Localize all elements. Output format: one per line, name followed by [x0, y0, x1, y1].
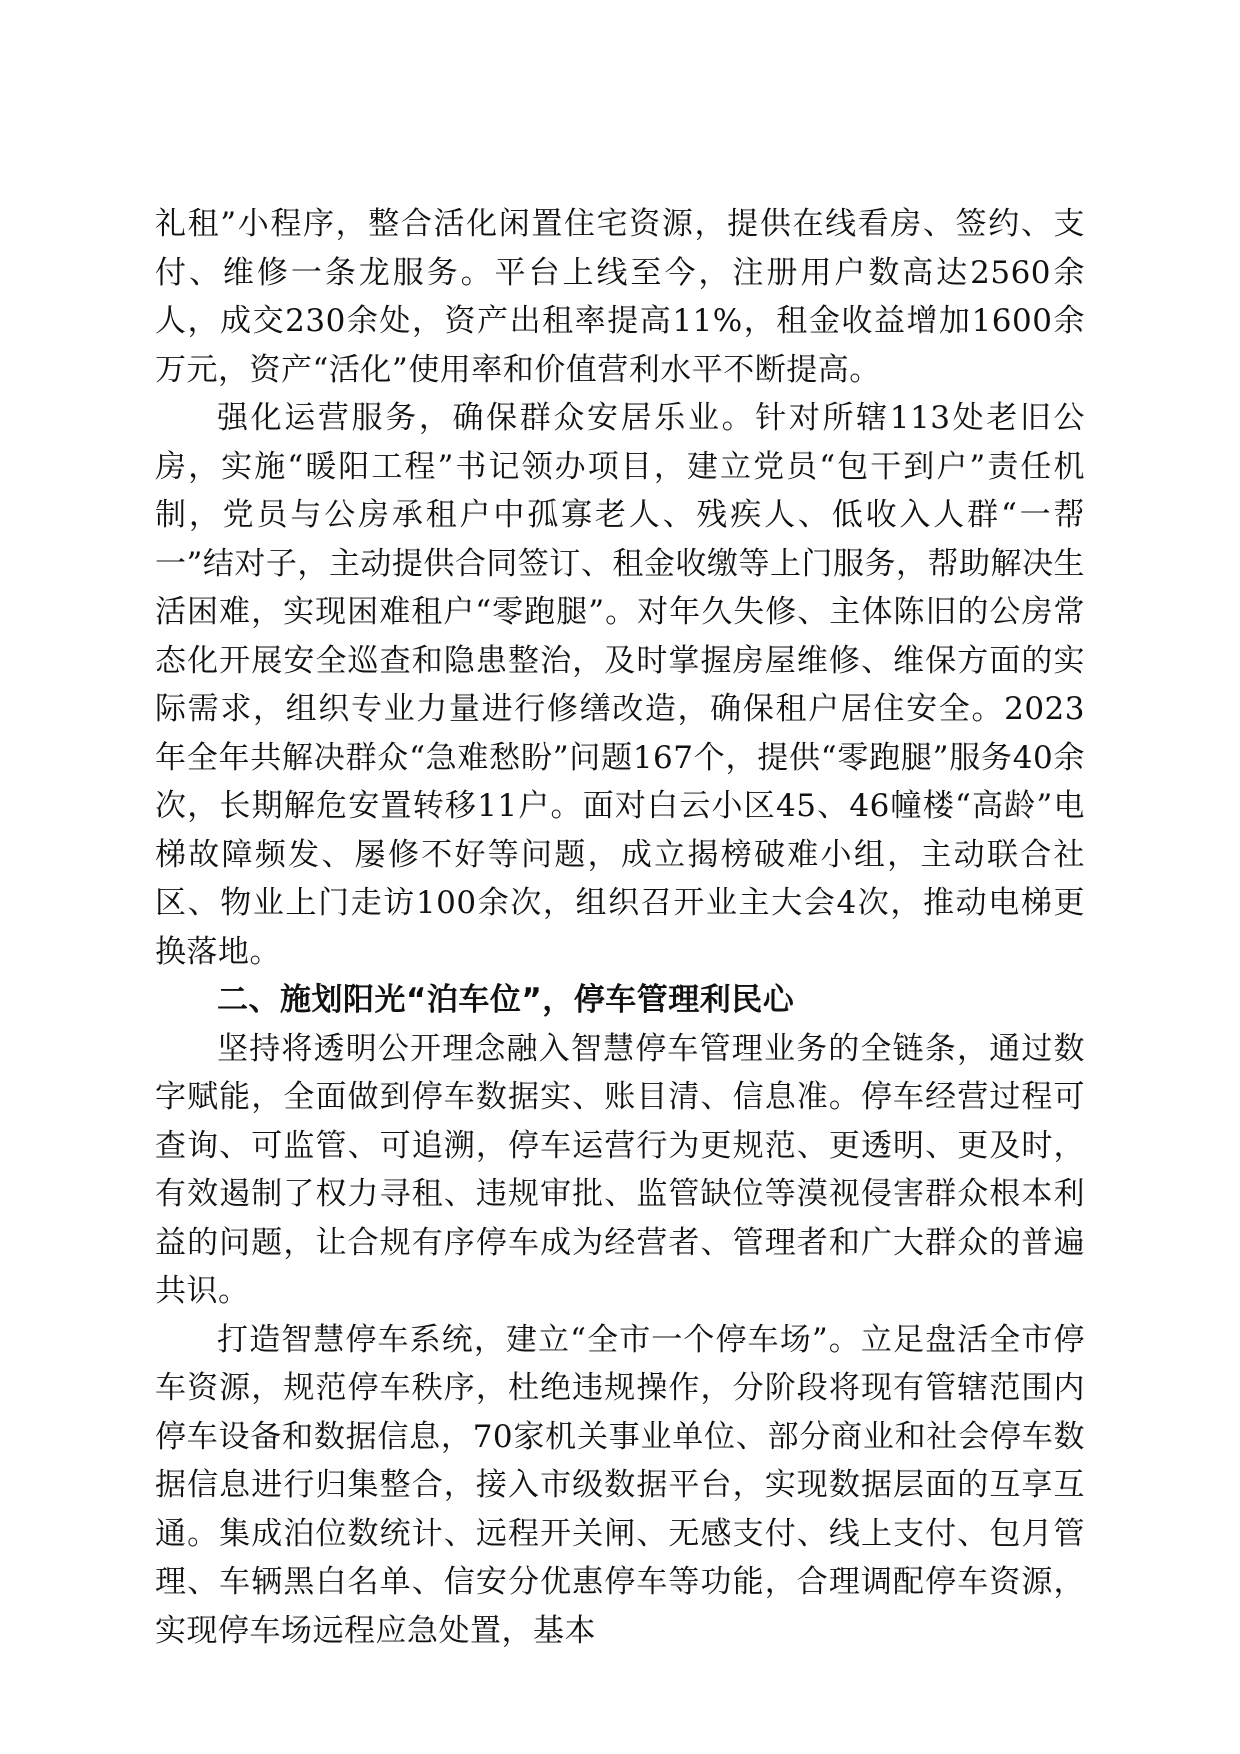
document-body [155, 200, 1085, 1655]
section-heading-parking: 二、施划阳光“泊车位”，停车管理利民心 [217, 982, 795, 1018]
paragraph-operation-service: 强化运营服务，确保群众安居乐业。针对所辖113处老旧公房，实施“暖阳工程”书记领办项目，建立党员“包干到户”责任机制，党员与公房承租户中孤寡老人、残疾人、低收入人群“一帮一”结对子，主动提供合同签订、租金收缴等上门服务，帮助解决生活困难，实现困难租户“零跑腿”。对年久失修、主体陈旧的公房常态化开展安全巡查和隐患整治，及时掌握房屋维修、维保方面的实际需求，组织专业力量进行修缮改造，确保租户居住安全。2023年全年共解决群众“急难愁盼”问题167个，提供“零跑腿”服务40余次，长期解危安置转移11户。面对白云小区45、46幢楼“高龄”电梯故障频发、屡修不好等问题，成立揭榜破难小组，主动联合社区、物业上门走访100余次，组织召开业主大会4次，推动电梯更换落地。 [155, 400, 1085, 970]
paragraph-smart-parking: 打造智慧停车系统，建立“全市一个停车场”。立足盘活全市停车资源，规范停车秩序，杜绝违规操作，分阶段将现有管辖范围内停车设备和数据信息，70家机关事业单位、部分商业和社会停车数据信息进行归集整合，接入市级数据平台，实现数据层面的互享互通。集成泊位数统计、远程开关闸、无感支付、线上支付、包月管理、车辆黑白名单、信安分优惠停车等功能，合理调配停车资源，实现停车场远程应急处置，基本 [155, 1321, 1085, 1649]
paragraph-transparency: 坚持将透明公开理念融入智慧停车管理业务的全链条，通过数字赋能，全面做到停车数据实、账目清、信息准。停车经营过程可查询、可监管、可追溯，停车运营行为更规范、更透明、更及时，有效遏制了权力寻租、违规审批、监管缺位等漠视侵害群众根本利益的问题，让合规有序停车成为经营者、管理者和广大群众的普遍共识。 [155, 1030, 1085, 1309]
paragraph-rental-platform: 礼租”小程序，整合活化闲置住宅资源，提供在线看房、签约、支付、维修一条龙服务。平台上线至今，注册用户数高达2560余人，成交230余处，资产出租率提高11%，租金收益增加1600余万元，资产“活化”使用率和价值营利水平不断提高。 [155, 206, 1085, 388]
